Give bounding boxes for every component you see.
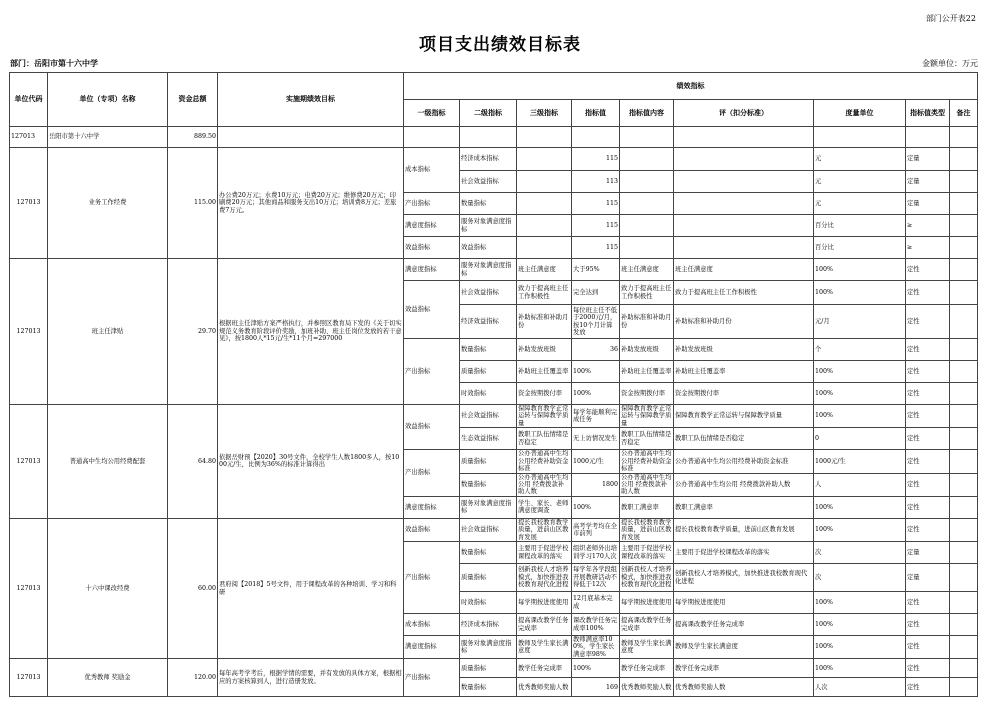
indicator-level1: 产出指标 xyxy=(404,542,460,614)
indicator-measure: 人 xyxy=(814,473,906,496)
indicator-criteria: 提长我校教育教学质量，进前山区教育发展 xyxy=(674,518,814,541)
department-label: 部门：岳阳市第十六中学 xyxy=(10,58,98,68)
indicator-level3: 主要用于促进学校课程改革的落实 xyxy=(517,542,572,564)
indicator-measure: 元 xyxy=(814,193,906,215)
project-amount: 115.00 xyxy=(168,148,218,259)
indicator-criteria: 教职工满意率 xyxy=(674,496,814,518)
indicator-criteria: 教学任务完成率 xyxy=(674,659,814,678)
indicator-content: 提高课改教学任务完成率 xyxy=(620,614,674,636)
indicator-criteria xyxy=(674,215,814,237)
header-unit-code: 单位代码 xyxy=(10,73,48,127)
indicator-level3: 公办普通高中生均公用经费补助资金标准 xyxy=(517,450,572,473)
indicator-measure: 100% xyxy=(814,496,906,518)
indicator-measure: 100% xyxy=(814,361,906,383)
indicator-measure: 100% xyxy=(814,636,906,659)
project-name: 十六中课改经费 xyxy=(48,518,168,659)
header-value: 指标值 xyxy=(572,100,620,127)
indicator-level1: 效益指标 xyxy=(404,518,460,541)
indicator-measure: 100% xyxy=(814,281,906,305)
header-measure: 度量单位 xyxy=(814,100,906,127)
header-criteria: 评（扣分标准） xyxy=(674,100,814,127)
indicator-value: 100% xyxy=(572,361,620,383)
indicator-criteria: 教师及学生家长满意度 xyxy=(674,636,814,659)
indicator-content xyxy=(620,215,674,237)
indicator-level3: 教师及学生家长满意度 xyxy=(517,636,572,659)
indicator-criteria: 保障教育教学正常运转与保障教学质量 xyxy=(674,405,814,428)
indicator-value: 组织老师外出培训学习170人次 xyxy=(572,542,620,564)
project-name: 业务工作经费 xyxy=(48,148,168,259)
indicator-remark xyxy=(950,259,978,281)
summary-amount: 889.50 xyxy=(168,127,218,148)
header-remark: 备注 xyxy=(950,100,978,127)
indicator-content xyxy=(620,193,674,215)
indicator-remark xyxy=(950,281,978,305)
indicator-value: 115 xyxy=(572,215,620,237)
indicator-level2: 数量指标 xyxy=(460,473,517,496)
indicator-criteria: 补助班主任覆盖率 xyxy=(674,361,814,383)
indicator-remark xyxy=(950,237,978,259)
indicator-type: 定性 xyxy=(906,659,950,678)
indicator-measure: 元 xyxy=(814,148,906,171)
indicator-level3: 学生、家长、老师满意度调查 xyxy=(517,496,572,518)
page-title: 项目支出绩效目标表 xyxy=(419,35,581,55)
indicator-measure: 100% xyxy=(814,405,906,428)
table-row xyxy=(10,259,978,281)
indicator-content: 优秀教师奖励人数 xyxy=(620,678,674,697)
indicator-level1: 产出指标 xyxy=(404,450,460,497)
indicator-content: 保障教育教学正常运转与保障教学质量 xyxy=(620,405,674,428)
indicator-criteria: 主要用于促进学校课程改革的落实 xyxy=(674,542,814,564)
indicator-value: 每学年能顺利完成任务 xyxy=(572,405,620,428)
indicator-value: 高考学考均在全市前列 xyxy=(572,518,620,541)
indicator-level2: 数量指标 xyxy=(460,339,517,361)
indicator-remark xyxy=(950,361,978,383)
indicator-level3 xyxy=(517,215,572,237)
indicator-content: 公办普通高中生均公用经费补助资金标准 xyxy=(620,450,674,473)
indicator-content: 补助发放班级 xyxy=(620,339,674,361)
indicator-measure: 次 xyxy=(814,542,906,564)
indicator-content: 公办普通高中生均公用 经费拨款补助人数 xyxy=(620,473,674,496)
indicator-remark xyxy=(950,636,978,659)
indicator-type: 定性 xyxy=(906,281,950,305)
indicator-remark xyxy=(950,592,978,614)
indicator-value: 课改教学任务完成率100% xyxy=(572,614,620,636)
header-vtype: 指标值类型 xyxy=(906,100,950,127)
indicator-criteria: 致力于提高班主任工作积极性 xyxy=(674,281,814,305)
indicator-value: 100% xyxy=(572,659,620,678)
indicator-type: 定性 xyxy=(906,473,950,496)
header-total: 资金总额 xyxy=(168,73,218,127)
indicator-content: 补助标准和补助月份 xyxy=(620,305,674,339)
indicator-value: 115 xyxy=(572,148,620,171)
indicator-measure: 0 xyxy=(814,428,906,450)
indicator-level3: 创新我校人才培养模式，加快推进我校教育现代化进程 xyxy=(517,564,572,592)
indicator-type: ≥ xyxy=(906,237,950,259)
indicator-type: 定性 xyxy=(906,361,950,383)
indicator-content: 教学任务完成率 xyxy=(620,659,674,678)
indicator-level2: 效益指标 xyxy=(460,237,517,259)
indicator-value: 无上访情况发生 xyxy=(572,428,620,450)
project-goal: 每年高考学考后，根据学情的需要，并有发放的具体方案，根据相应的方案核算到人，进行造册发放。 xyxy=(218,659,404,697)
project-amount: 60.00 xyxy=(168,518,218,659)
indicator-value: 115 xyxy=(572,237,620,259)
indicator-level3: 补助标准和补助月份 xyxy=(517,305,572,339)
indicator-remark xyxy=(950,678,978,697)
indicator-value: 1000元/生 xyxy=(572,450,620,473)
indicator-type: 定性 xyxy=(906,518,950,541)
indicator-level2: 经济成本指标 xyxy=(460,614,517,636)
indicator-type: 定性 xyxy=(906,339,950,361)
indicator-remark xyxy=(950,428,978,450)
indicator-criteria: 补助标准和补助月份 xyxy=(674,305,814,339)
header-perf: 绩效指标 xyxy=(404,73,978,100)
project-goal: 君府阅【2018】5号文件，用于课程改革的各种培训、学习和科研 xyxy=(218,518,404,659)
indicator-criteria: 公办普通高中生均公用 经费拨款补助人数 xyxy=(674,473,814,496)
indicator-content: 教职工队伍情绪是否稳定 xyxy=(620,428,674,450)
indicator-level2: 社会效益指标 xyxy=(460,518,517,541)
indicator-level2: 经济效益指标 xyxy=(460,305,517,339)
indicator-level2: 数量指标 xyxy=(460,193,517,215)
indicator-value: 113 xyxy=(572,171,620,193)
header-target: 实施期绩效目标 xyxy=(218,73,404,127)
indicator-level1: 效益指标 xyxy=(404,405,460,450)
indicator-criteria: 每学期按进度使用 xyxy=(674,592,814,614)
project-code: 127013 xyxy=(10,659,48,697)
indicator-level3: 教学任务完成率 xyxy=(517,659,572,678)
indicator-measure: 百分比 xyxy=(814,215,906,237)
indicator-criteria: 资金按期拨付率 xyxy=(674,383,814,405)
indicator-content: 教职工满意率 xyxy=(620,496,674,518)
indicator-measure: 100% xyxy=(814,614,906,636)
indicator-type: 定性 xyxy=(906,614,950,636)
indicator-level2: 质量指标 xyxy=(460,659,517,678)
indicator-level2: 服务对象满意度指标 xyxy=(460,215,517,237)
indicator-level2: 质量指标 xyxy=(460,450,517,473)
project-amount: 120.00 xyxy=(168,659,218,697)
indicator-level2: 服务对象满意度指标 xyxy=(460,636,517,659)
header-content: 指标值内容 xyxy=(620,100,674,127)
indicator-value: 教师满意率100%，学生家长满意率98% xyxy=(572,636,620,659)
table-row xyxy=(10,405,978,428)
indicator-measure: 百分比 xyxy=(814,237,906,259)
indicator-remark xyxy=(950,215,978,237)
indicator-remark xyxy=(950,171,978,193)
indicator-type: 定性 xyxy=(906,383,950,405)
indicator-criteria: 班主任满意度 xyxy=(674,259,814,281)
indicator-type: 定量 xyxy=(906,171,950,193)
indicator-remark xyxy=(950,659,978,678)
indicator-level2: 社会效益指标 xyxy=(460,281,517,305)
project-goal: 根据班主任津贴方案严格执行，并参照区教育局下发的《关于切实规范义务教育阶段评价奖励，加班补助、班主任岗位发放的若干意见》，按1800人*15元/生*11个月=297000 xyxy=(218,259,404,405)
indicator-level1: 满意度指标 xyxy=(404,259,460,281)
indicator-content xyxy=(620,148,674,171)
indicator-measure: 100% xyxy=(814,659,906,678)
indicator-level3: 提长我校教育教学质量，进前山区教育发展 xyxy=(517,518,572,541)
project-name: 普通高中生均公用经费配套 xyxy=(48,405,168,519)
indicator-level3: 教职工队伍情绪是否稳定 xyxy=(517,428,572,450)
project-code: 127013 xyxy=(10,405,48,519)
indicator-remark xyxy=(950,614,978,636)
indicator-remark xyxy=(950,339,978,361)
indicator-type: 定量 xyxy=(906,193,950,215)
indicator-remark xyxy=(950,305,978,339)
indicator-value: 169 xyxy=(572,678,620,697)
indicator-type: 定性 xyxy=(906,305,950,339)
indicator-value: 每位班主任不低于2000元/月，按10个月计算发放 xyxy=(572,305,620,339)
project-code: 127013 xyxy=(10,148,48,259)
indicator-remark xyxy=(950,148,978,171)
indicator-level3: 优秀教师奖励人数 xyxy=(517,678,572,697)
indicator-level1: 满意度指标 xyxy=(404,496,460,518)
indicator-type: 定性 xyxy=(906,450,950,473)
indicator-value: 100% xyxy=(572,496,620,518)
indicator-level2: 时效指标 xyxy=(460,592,517,614)
project-code: 127013 xyxy=(10,518,48,659)
indicator-level1: 产出指标 xyxy=(404,339,460,405)
page-number-label: 部门公开表22 xyxy=(925,14,976,23)
indicator-type: 定量 xyxy=(906,542,950,564)
project-amount: 29.70 xyxy=(168,259,218,405)
project-goal: 办公费20万元；水费10万元；电费20万元；维修费20万元；印刷费20万元；其他商品和服务支出10万元；培训费8万元；差旅费7万元。 xyxy=(218,148,404,259)
indicator-value: 1800 xyxy=(572,473,620,496)
indicator-value: 100% xyxy=(572,383,620,405)
header-lv3: 三级指标 xyxy=(517,100,572,127)
indicator-type: 定性 xyxy=(906,636,950,659)
indicator-content: 每学期按进度使用 xyxy=(620,592,674,614)
indicator-level2: 生态效益指标 xyxy=(460,428,517,450)
indicator-level1: 产出指标 xyxy=(404,193,460,215)
indicator-content: 提长我校教育教学质量，进前山区教育发展 xyxy=(620,518,674,541)
indicator-level3 xyxy=(517,148,572,171)
indicator-remark xyxy=(950,564,978,592)
indicator-criteria xyxy=(674,148,814,171)
indicator-level1: 满意度指标 xyxy=(404,636,460,659)
indicator-content: 班主任满意度 xyxy=(620,259,674,281)
performance-target-table xyxy=(9,72,978,697)
indicator-remark xyxy=(950,496,978,518)
indicator-level1: 效益指标 xyxy=(404,237,460,259)
indicator-level1: 满意度指标 xyxy=(404,215,460,237)
project-goal: 依据岳财预【2020】30号文件，全校学生人数1800多人，按1000元/生，比例为36%的标准计算得出 xyxy=(218,405,404,519)
indicator-level2: 质量指标 xyxy=(460,361,517,383)
summary-row xyxy=(10,127,978,148)
indicator-measure: 100% xyxy=(814,518,906,541)
indicator-type: 定性 xyxy=(906,428,950,450)
indicator-value: 大于95% xyxy=(572,259,620,281)
indicator-criteria: 优秀教师奖励人数 xyxy=(674,678,814,697)
indicator-content: 主要用于促进学校课程改革的落实 xyxy=(620,542,674,564)
indicator-measure: 100% xyxy=(814,259,906,281)
indicator-criteria xyxy=(674,171,814,193)
indicator-level2: 服务对象满意度指标 xyxy=(460,496,517,518)
indicator-level1: 成本指标 xyxy=(404,614,460,636)
indicator-measure: 100% xyxy=(814,383,906,405)
table-row xyxy=(10,659,978,678)
indicator-level3 xyxy=(517,171,572,193)
indicator-measure: 次 xyxy=(814,564,906,592)
indicator-level2: 经济成本指标 xyxy=(460,148,517,171)
indicator-level2: 社会效益指标 xyxy=(460,171,517,193)
indicator-remark xyxy=(950,542,978,564)
indicator-content: 致力于提高班主任工作积极性 xyxy=(620,281,674,305)
indicator-level3: 公办普通高中生均公用 经费拨款补助人数 xyxy=(517,473,572,496)
indicator-level2: 数量指标 xyxy=(460,678,517,697)
indicator-value: 完全达到 xyxy=(572,281,620,305)
indicator-level2: 质量指标 xyxy=(460,564,517,592)
indicator-level3: 补助发放班级 xyxy=(517,339,572,361)
indicator-content: 补助班主任覆盖率 xyxy=(620,361,674,383)
header-lv1: 一级指标 xyxy=(404,100,460,127)
indicator-value: 36 xyxy=(572,339,620,361)
project-name: 班主任津贴 xyxy=(48,259,168,405)
table-row xyxy=(10,148,978,171)
indicator-criteria xyxy=(674,237,814,259)
indicator-level3: 每学期按进度使用 xyxy=(517,592,572,614)
indicator-level2: 时效指标 xyxy=(460,383,517,405)
amount-unit-label: 金额单位：万元 xyxy=(922,59,978,68)
summary-code: 127013 xyxy=(10,127,48,148)
project-name: 优秀教师 奖励金 xyxy=(48,659,168,697)
indicator-content: 教师及学生家长满意度 xyxy=(620,636,674,659)
header-lv2: 二级指标 xyxy=(460,100,517,127)
indicator-criteria: 公办普通高中生均公用经费补助资金标准 xyxy=(674,450,814,473)
indicator-level3: 资金按期拨付率 xyxy=(517,383,572,405)
indicator-criteria: 补助发放班级 xyxy=(674,339,814,361)
indicator-level1: 成本指标 xyxy=(404,148,460,193)
indicator-level3: 补助班主任覆盖率 xyxy=(517,361,572,383)
indicator-measure: 1000元/生 xyxy=(814,450,906,473)
indicator-remark xyxy=(950,450,978,473)
indicator-level2: 数量指标 xyxy=(460,542,517,564)
indicator-measure: 元/月 xyxy=(814,305,906,339)
indicator-type: 定性 xyxy=(906,592,950,614)
indicator-measure: 人次 xyxy=(814,678,906,697)
indicator-criteria: 教职工队伍情绪是否稳定 xyxy=(674,428,814,450)
indicator-level3 xyxy=(517,237,572,259)
indicator-remark xyxy=(950,193,978,215)
indicator-content: 资金按期拨付率 xyxy=(620,383,674,405)
indicator-value: 每学年各学段组开展教研活动不得低于12次 xyxy=(572,564,620,592)
indicator-level2: 社会效益指标 xyxy=(460,405,517,428)
summary-name: 岳阳市第十六中学 xyxy=(48,127,168,148)
indicator-level3 xyxy=(517,193,572,215)
indicator-level3: 保障教育教学正常运转与保障教学质量 xyxy=(517,405,572,428)
indicator-remark xyxy=(950,383,978,405)
indicator-remark xyxy=(950,518,978,541)
indicator-criteria: 提高课改教学任务完成率 xyxy=(674,614,814,636)
indicator-value: 115 xyxy=(572,193,620,215)
header-unit-name: 单位（专项）名称 xyxy=(48,73,168,127)
indicator-content xyxy=(620,237,674,259)
indicator-level3: 提高课改教学任务完成率 xyxy=(517,614,572,636)
indicator-level1: 产出指标 xyxy=(404,659,460,697)
indicator-type: 定性 xyxy=(906,405,950,428)
indicator-content: 创新我校人才培养模式，加快推进我校教育现代化进程 xyxy=(620,564,674,592)
indicator-type: 定性 xyxy=(906,496,950,518)
indicator-type: ≥ xyxy=(906,215,950,237)
indicator-measure: 个 xyxy=(814,339,906,361)
indicator-type: 定量 xyxy=(906,148,950,171)
indicator-value: 12月底基本完成 xyxy=(572,592,620,614)
indicator-type: 定量 xyxy=(906,564,950,592)
indicator-level3: 致力于提高班主任工作积极性 xyxy=(517,281,572,305)
indicator-remark xyxy=(950,473,978,496)
project-code: 127013 xyxy=(10,259,48,405)
indicator-type: 定性 xyxy=(906,259,950,281)
indicator-measure: 元 xyxy=(814,171,906,193)
indicator-level2: 服务对象满意度指标 xyxy=(460,259,517,281)
indicator-content xyxy=(620,171,674,193)
indicator-level1: 效益指标 xyxy=(404,281,460,339)
indicator-measure: 100% xyxy=(814,592,906,614)
indicator-criteria xyxy=(674,193,814,215)
project-amount: 64.80 xyxy=(168,405,218,519)
indicator-criteria: 创新我校人才培养模式，加快推进我校教育现代化进程 xyxy=(674,564,814,592)
table-row xyxy=(10,518,978,541)
indicator-level3: 班主任满意度 xyxy=(517,259,572,281)
indicator-remark xyxy=(950,405,978,428)
indicator-type: 定性 xyxy=(906,678,950,697)
